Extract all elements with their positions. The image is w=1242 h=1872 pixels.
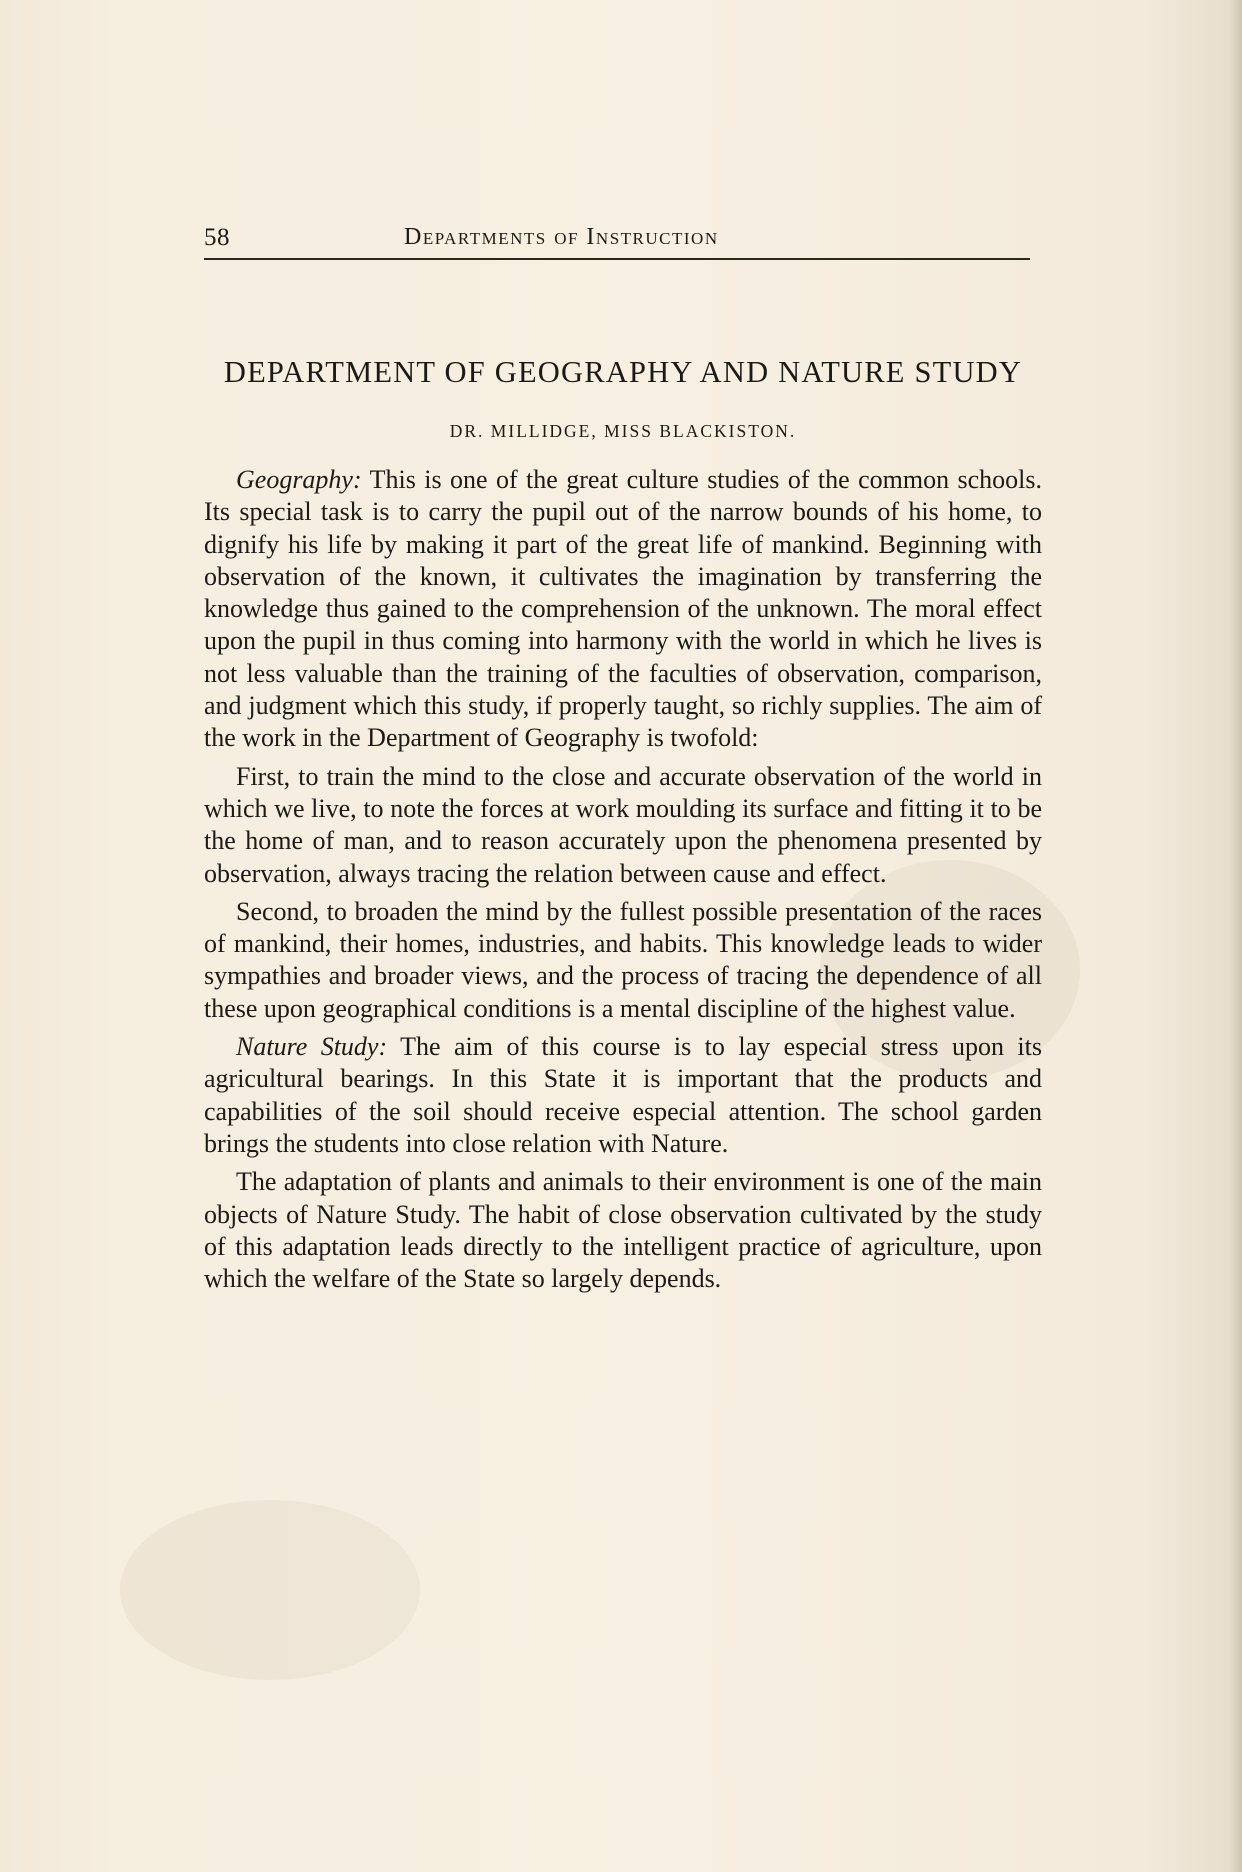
- paragraph-second-aim: [204, 896, 1042, 1025]
- running-title: Departments of Instruction: [404, 224, 719, 250]
- paragraph-lead: Nature Study:: [236, 1032, 388, 1062]
- paragraph-nature-study: [204, 1031, 1042, 1160]
- page-number: 58: [204, 224, 230, 251]
- paragraph-first-aim: [204, 761, 1042, 890]
- body-text: [204, 464, 1042, 1295]
- paragraph-adaptation: [204, 1166, 1042, 1295]
- paragraph-text: The aim of this course is to lay especial stress upon its agricultural bearings. In this State it is important that the products and capabilities of the soil should receive especial attention. The school garden brings the students into close relation with Nature.: [204, 1032, 1042, 1158]
- paragraph-lead: Geography:: [236, 465, 362, 494]
- paragraph-geography: [204, 464, 1042, 755]
- paragraph-text: This is one of the great culture studies of the common schools. Its special task is to carry the pupil out of the narrow bounds of his home, to dignify his life by making it part of the great life of mankind. Beginning with observation of the known, it cultivates the imagination by transferring the knowledge thus gained to the comprehension of the unknown. The moral effect upon the pupil in thus coming into harmony with the world in which he lives is not less valuable than the training of the faculties of observation, comparison, and judgment which this study, if properly taught, so richly supplies. The aim of the work in the Department of Geography is twofold:: [204, 465, 1042, 753]
- paper-stain: [120, 1500, 420, 1680]
- paragraph-text: The adaptation of plants and animals to their environment is one of the main objects of Nature Study. The habit of close observation cultivated by the study of this adaptation leads directly to the intelligent practice of agriculture, upon which the welfare of the State so largely depends.: [204, 1167, 1042, 1294]
- page-content: [204, 352, 1042, 1301]
- paragraph-text: Second, to broaden the mind by the fullest possible presentation of the races of mankind, their homes, industries, and habits. This knowledge leads to wider sympathies and broader views, and the process of tracing the dependence of all these upon geographical conditions is a mental discipline of the highest value.: [204, 896, 1042, 1023]
- running-head: [204, 218, 1030, 260]
- page-edge-shadow: [1228, 0, 1242, 1872]
- department-title: DEPARTMENT OF GEOGRAPHY AND NATURE STUDY: [223, 355, 1023, 389]
- paragraph-text: First, to train the mind to the close and accurate observation of the world in which we live, to note the forces at work moulding its surface and fitting it to be the home of man, and to reason accurately upon the phenomena presented by observation, always tracing the relation between cause and effect.: [204, 761, 1042, 888]
- department-staff: DR. MILLIDGE, MISS BLACKISTON.: [449, 421, 797, 441]
